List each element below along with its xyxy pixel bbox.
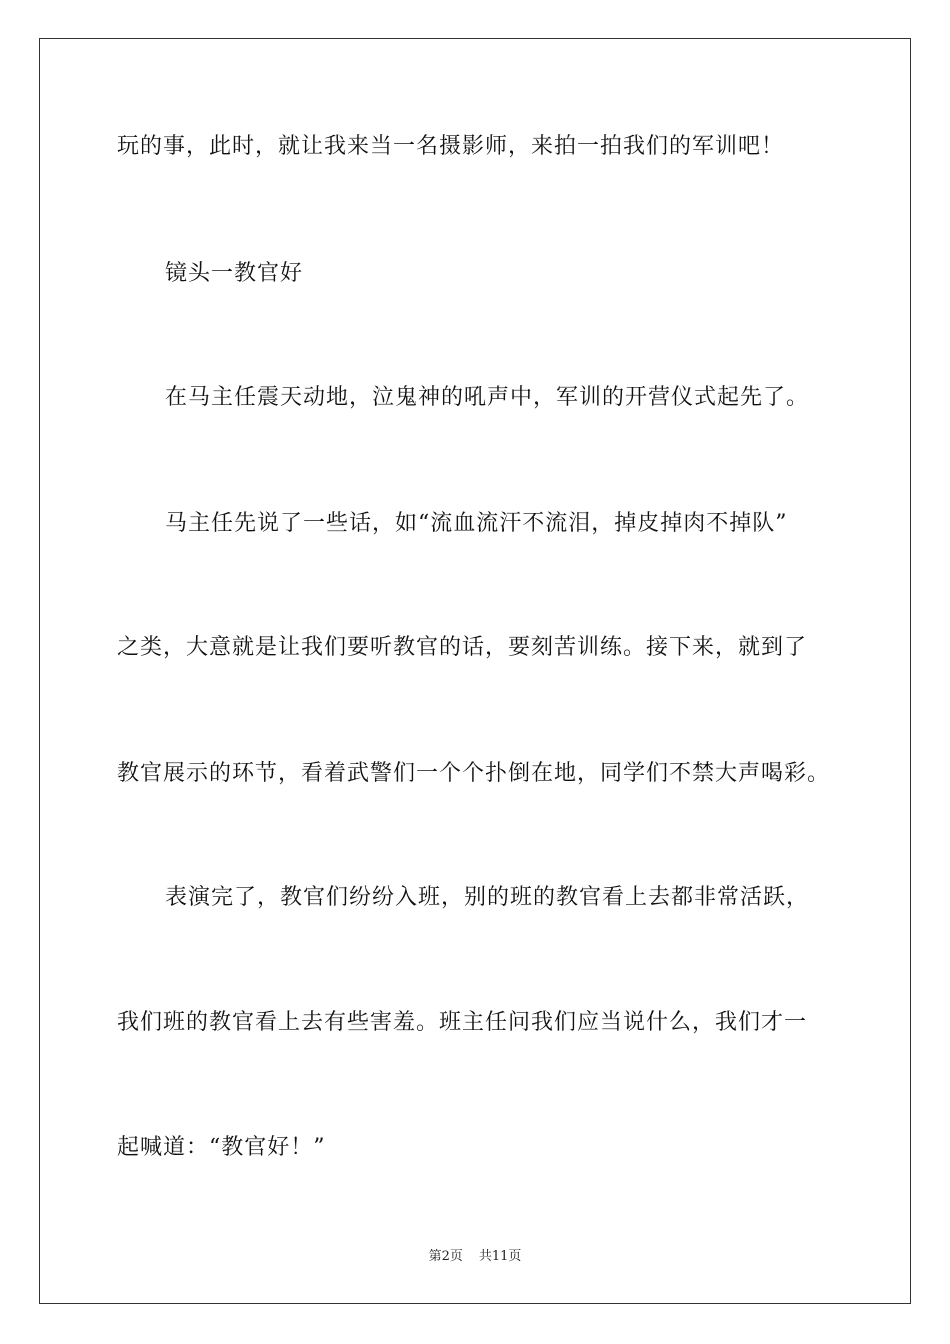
section-heading: 镜头一教官好 xyxy=(165,261,304,286)
text-line-8: 我们班的教官看上去有些害羞。班主任问我们应当说什么，我们才一 xyxy=(117,1010,808,1035)
text-line-7: 表演完了，教官们纷纷入班，别的班的教官看上去都非常活跃， xyxy=(165,885,810,910)
text-line-9: 起喊道：“教官好！” xyxy=(117,1135,326,1160)
text-line-5: 之类，大意就是让我们要听教官的话，要刻苦训练。接下来，就到了 xyxy=(117,635,808,660)
text-line-1: 玩的事，此时，就让我来当一名摄影师，来拍一拍我们的军训吧！ xyxy=(117,134,785,159)
page-number: 第2页 xyxy=(428,1249,463,1264)
text-line-4: 马主任先说了一些话，如“流血流汗不流泪，掉皮掉肉不掉队” xyxy=(165,511,788,536)
page-total: 共11页 xyxy=(478,1249,522,1264)
text-line-3: 在马主任震天动地，泣鬼神的吼声中，军训的开营仪式起先了。 xyxy=(165,385,810,410)
text-line-6: 教官展示的环节，看着武警们一个个扑倒在地，同学们不禁大声喝彩。 xyxy=(117,761,831,786)
page-border xyxy=(39,38,911,1304)
page-footer xyxy=(0,1248,950,1266)
